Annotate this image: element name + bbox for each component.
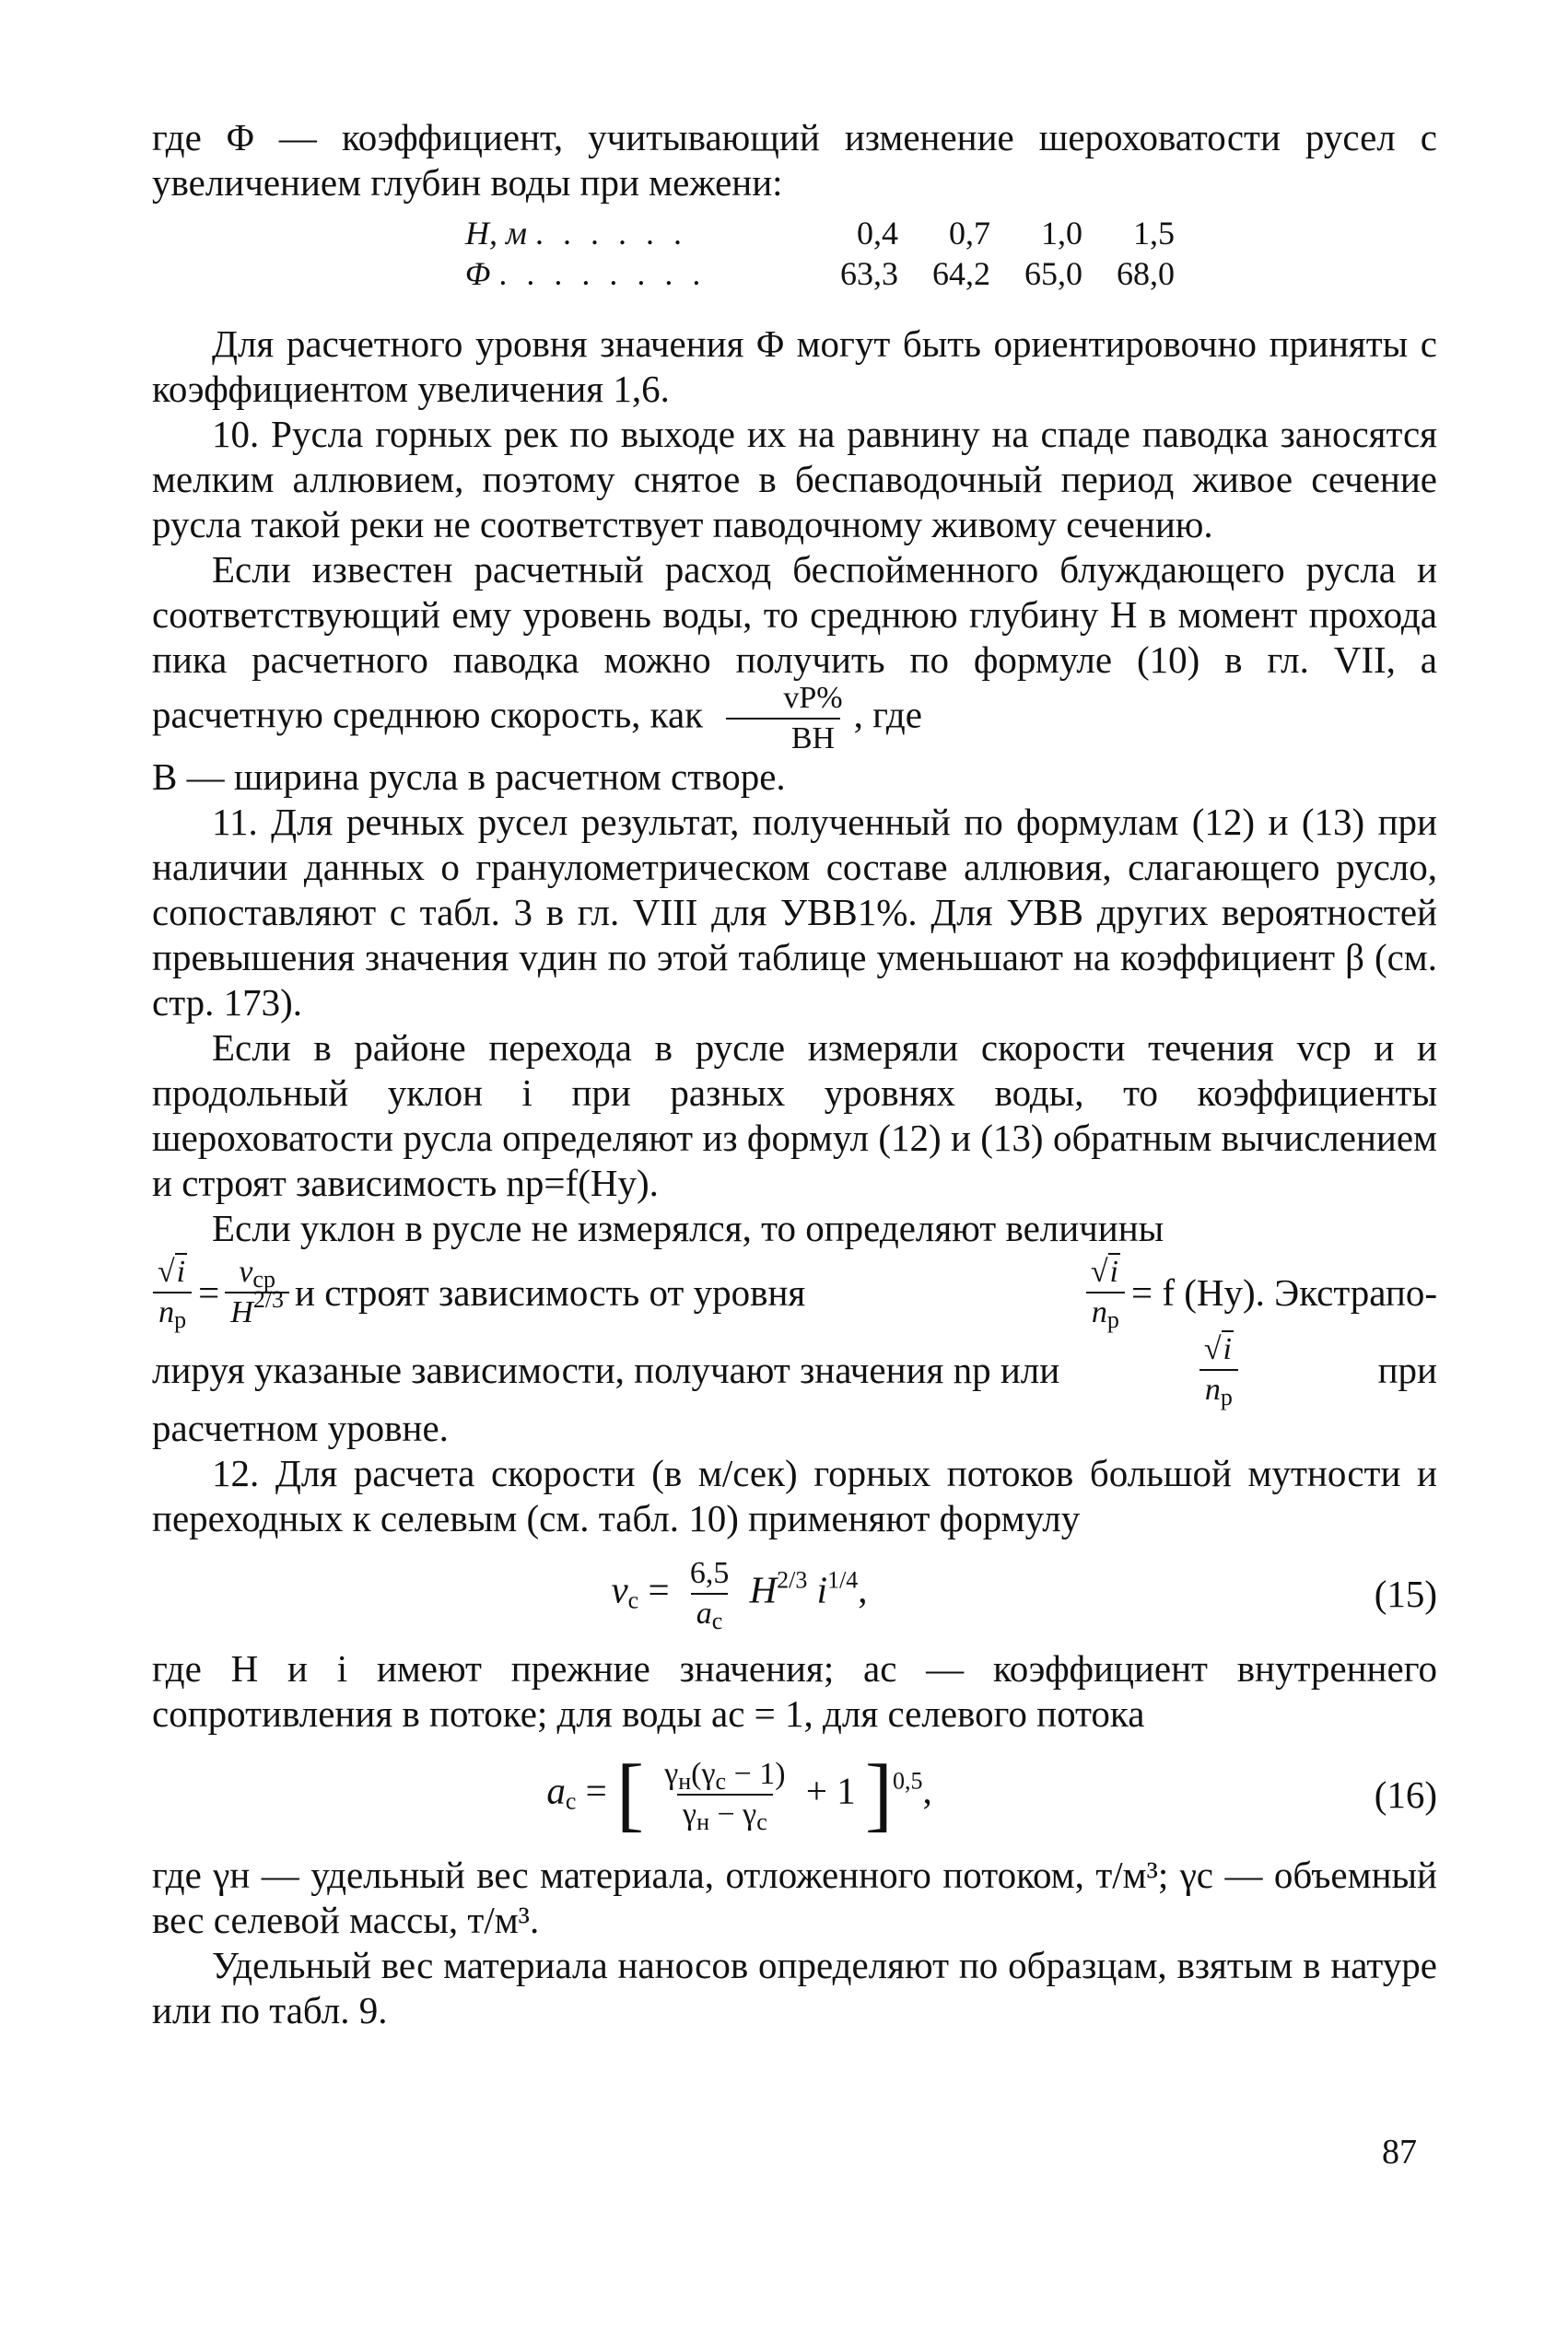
depth-label: H, м <box>465 215 527 252</box>
phi-value: 68,0 <box>1117 255 1175 292</box>
paragraph-slope-unmeasured: Если уклон в русле не измерялся, то определяют величины <box>212 1207 1164 1249</box>
paragraph-width-definition: B — ширина русла в расчетном створе. <box>152 755 786 798</box>
phi-table-row-coefficient: Φ . . . . . . . . 63,3 64,2 65,0 68,0 <box>465 255 1175 292</box>
extrapolation-line: лируя указаные зависимости, получают значения nр или $\frac{√i}{n_р}$ при <box>152 1332 1437 1410</box>
equation-15: $v_с$ = $\frac{6,5}{a_с}$ $H^{2/3}$ $i^{1/4}$, (15) <box>611 1556 1437 1634</box>
paragraph-resistance: где H и i имеют прежние значения; aс — коэффициент внутреннего сопротивления в потоке; для воды aс = 1, для селевого потока <box>152 1647 1437 1735</box>
depth-value: 0,7 <box>949 215 990 252</box>
paragraph-item-11: 11. Для речных русел результат, полученный по формулам (12) и (13) при наличии данных о гранулометрическом составе аллювия, слагающего русло, сопоставляют с табл. 3 в гл. VIII для УВВ1%. Для УВВ других вероятностей превышения значения vдин по этой таблице уменьшают на коэффициент β (см. стр. 173). <box>152 801 1437 1024</box>
paragraph-design-discharge: Если известен расчетный расход беспойменного блуждающего русла и соответствующий ему уровень воды, то среднюю глубину H в момент прохода пика расчетного паводка можно получить по формуле (10) в гл. VII, а расчетную среднюю скорость, как $\frac{vP\%}{BH}$ , где <box>152 548 1437 755</box>
depth-value: 1,5 <box>1133 215 1175 252</box>
sqrt-i-over-n-fraction: $\frac{√i}{n_р}$ <box>152 1257 193 1328</box>
equation-number: (15) <box>1374 1572 1437 1615</box>
phi-label: Φ <box>465 255 491 292</box>
equation-number: (16) <box>1374 1773 1437 1816</box>
vcp-over-h-fraction: $\frac{v_{ср}}{H^{2/3}}$ <box>225 1257 289 1328</box>
paragraph-item-12: 12. Для расчета скорости (в м/сек) горных потоков большой мутности и переходных к селевым (см. табл. 10) применяют формулу <box>152 1452 1437 1539</box>
sqrt-i-over-n-fraction-2: $\frac{√i}{n_р}$ <box>1085 1257 1126 1328</box>
sqrt-i-over-n-fraction-3: $\frac{√i}{n_р}$ <box>1199 1334 1239 1406</box>
slope-formula-line: $\frac{√i}{n_р}$ = $\frac{v_{ср}}{H^{2/3}}$ и строят зависимость от уровня $\frac{√i}{n_р}$ = f (Hу). Экстрапо- <box>152 1257 1437 1328</box>
phi-value: 64,2 <box>932 255 990 292</box>
velocity-fraction: $\frac{vP\%}{BH}$ <box>718 683 848 755</box>
paragraph-unit-weights: где γн — удельный вес материала, отложенного потоком, т/м³; γс — объемный вес селевой массы, т/м³. <box>152 1854 1437 1941</box>
depth-value: 0,4 <box>857 215 898 252</box>
paragraph-design-level: Для расчетного уровня значения Φ могут быть ориентировочно приняты с коэффициентом увеличения 1,6. <box>152 322 1437 410</box>
phi-table <box>465 213 1437 294</box>
paragraph-phi-intro: где Φ — коэффициент, учитывающий изменение шероховатости русел с увеличением глубин воды при межени: <box>152 116 1437 204</box>
phi-value: 63,3 <box>840 255 898 292</box>
paragraph-design-level-end: расчетном уровне. <box>152 1407 449 1449</box>
paragraph-item-10: 10. Русла горных рек по выходе их на равнину на спаде паводка заносятся мелким аллювием, поэтому снятое в беспаводочный период живое сечение русла такой реки не соответствует паводочному живому сечению. <box>152 413 1437 545</box>
page-body <box>152 115 1437 2033</box>
paragraph-sediment-weight: Удельный вес материала наносов определяют по образцам, взятым в натуре или по табл. 9. <box>152 1944 1437 2031</box>
paragraph-roughness: Если в районе перехода в русле измеряли скорости течения vср и и продольный уклон i при разных уровнях воды, то коэффициенты шероховатости русла определяют из формул (12) и (13) обратным вычислением и строят зависимость nр=f(Hу). <box>152 1026 1437 1204</box>
equation-16: $a_с$ = [ $\frac{\gamma_н(\gamma_с - 1)}{\gamma_н - \gamma_с}$ + 1 ]$^{0,5}$, (16) <box>546 1749 1437 1840</box>
page-number: 87 <box>1382 2133 1417 2171</box>
depth-value: 1,0 <box>1041 215 1082 252</box>
phi-value: 65,0 <box>1024 255 1082 292</box>
phi-table-row-depth: H, м . . . . . . 0,4 0,7 1,0 1,5 <box>465 215 1175 252</box>
